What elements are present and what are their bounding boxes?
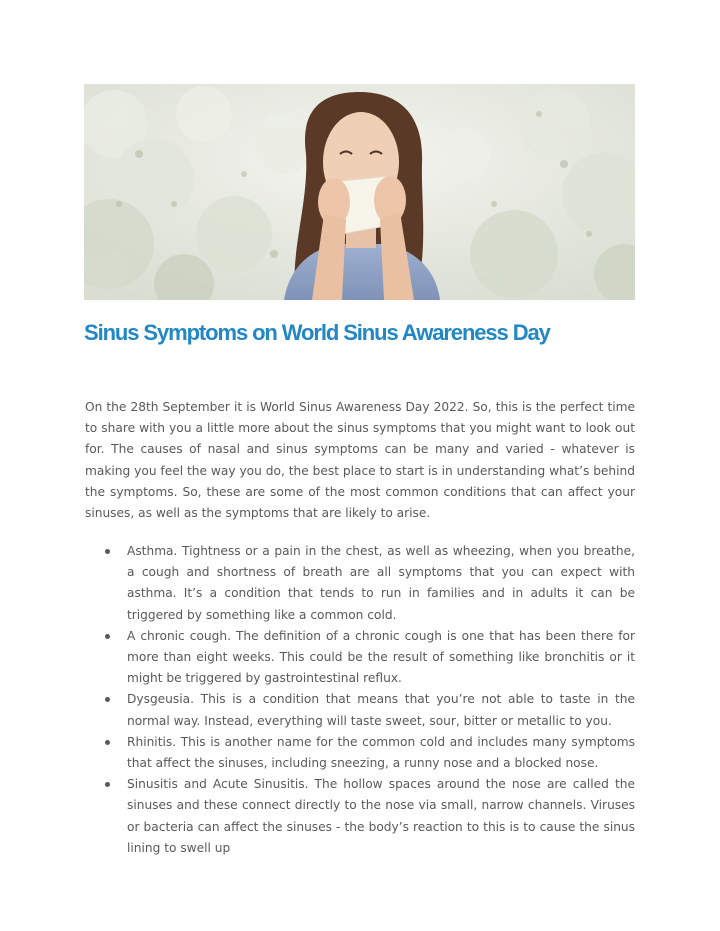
hero-image bbox=[84, 84, 635, 300]
symptom-list bbox=[85, 541, 635, 859]
list-item bbox=[85, 774, 635, 859]
bullet-icon bbox=[105, 634, 110, 639]
list-item bbox=[85, 689, 635, 731]
woman-sneezing-illustration bbox=[84, 84, 635, 300]
list-item-text: Sinusitis and Acute Sinusitis. The hollow spaces around the nose are called the sinuses and these connect directly to the nose via small, narrow channels. Viruses or bacteria can affect the sinuses - the body’s reaction to this is to cause the sinus lining to swell up bbox=[127, 777, 635, 855]
list-item bbox=[85, 732, 635, 774]
list-item-text: Dysgeusia. This is a condition that means that you’re not able to taste in the normal way. Instead, everything will taste sweet, sour, bitter or metallic to you. bbox=[127, 692, 635, 728]
list-item bbox=[85, 626, 635, 690]
bullet-icon bbox=[105, 782, 110, 787]
list-item bbox=[85, 541, 635, 626]
article-title: Sinus Symptoms on World Sinus Awareness Day bbox=[84, 320, 550, 345]
list-item-text: A chronic cough. The definition of a chronic cough is one that has been there for more than eight weeks. This could be the result of something like bronchitis or it might be triggered by gastrointestinal reflux. bbox=[127, 628, 635, 686]
bullet-icon bbox=[105, 740, 110, 745]
intro-paragraph: On the 28th September it is World Sinus Awareness Day 2022. So, this is the perfect time to share with you a little more about the sinus symptoms that you might want to look out for. The causes of nasal and sinus symptoms can be many and varied - whatever is making you feel the way you do, the best place to start is in understanding what’s behind the symptoms. So, these are some of the most common conditions that can affect your sinuses, as well as the symptoms that are likely to arise. bbox=[85, 400, 635, 521]
bullet-icon bbox=[105, 697, 110, 702]
list-item-text: Rhinitis. This is another name for the common cold and includes many symptoms that affect the sinuses, including sneezing, a runny nose and a blocked nose. bbox=[127, 734, 635, 771]
list-item-text: Asthma. Tightness or a pain in the chest, as well as wheezing, when you breathe, a cough and shortness of breath are all symptoms that you can expect with asthma. It’s a condition that tends to run in families and in adults it can be triggered by something like a common cold. bbox=[127, 544, 635, 622]
bullet-icon bbox=[105, 549, 110, 554]
